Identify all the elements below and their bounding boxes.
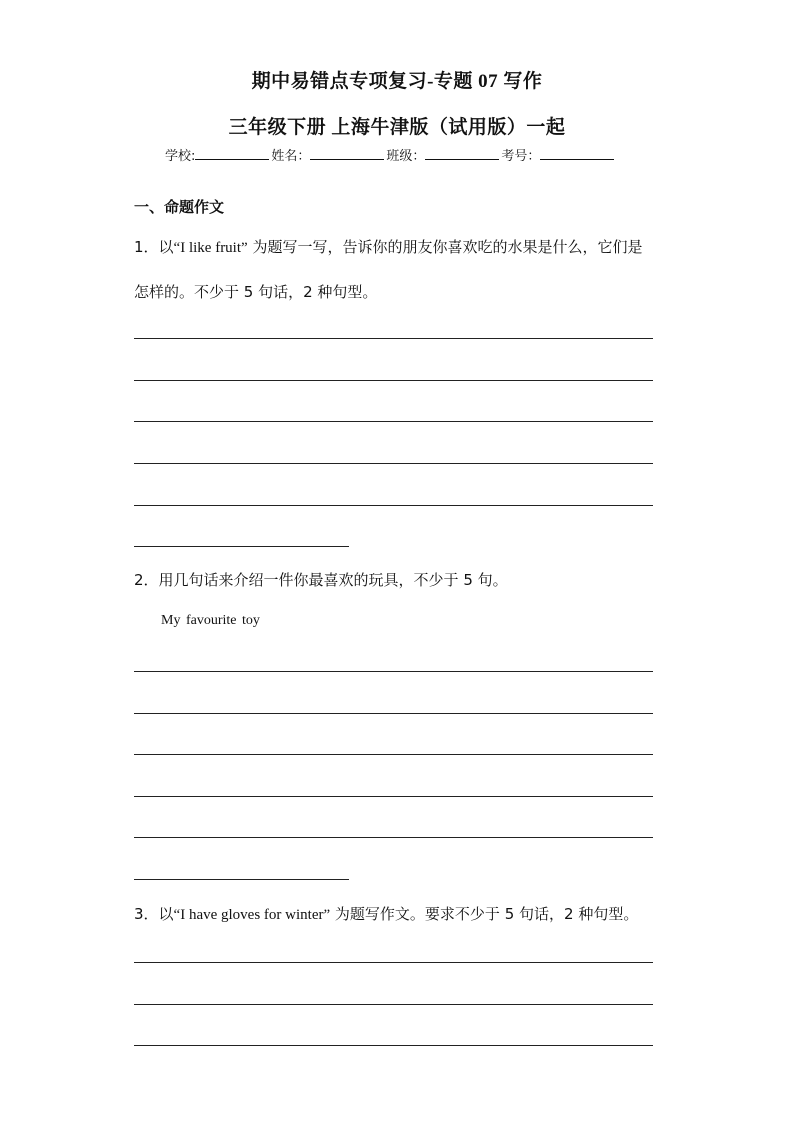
question-3 <box>134 904 638 925</box>
exam-no-label: 考号： <box>501 149 541 164</box>
answer-line[interactable] <box>134 505 653 506</box>
question-2: 2．用几句话来介绍一件你最喜欢的玩具，不少于 5 句。 <box>134 571 508 589</box>
question-1-prefix: 1．以 <box>134 238 174 256</box>
section-heading: 一、命题作文 <box>134 198 225 216</box>
answer-line[interactable] <box>134 421 653 422</box>
answer-line[interactable] <box>134 1004 653 1005</box>
answer-line[interactable] <box>134 796 653 797</box>
question-3-prefix: 3．以 <box>134 905 174 923</box>
answer-line[interactable] <box>134 1045 653 1046</box>
question-2-title: My favourite toy <box>161 613 260 628</box>
question-1-topic: “I like fruit” <box>173 240 248 256</box>
answer-line[interactable] <box>134 754 653 755</box>
question-1-line-1 <box>134 237 642 258</box>
page-title: 期中易错点专项复习-专题 07 写作 <box>251 71 543 92</box>
question-3-topic: “I have gloves for winter” <box>173 907 331 923</box>
answer-line[interactable] <box>134 338 653 339</box>
question-3-text: 为题写作文。要求不少于 5 句话，2 种句型。 <box>330 905 639 923</box>
class-label: 班级： <box>386 149 426 164</box>
student-info-row <box>165 145 616 164</box>
question-1-text: 为题写一写，告诉你的朋友你喜欢吃的水果是什么，它们是 <box>247 238 643 256</box>
question-1-line-2: 怎样的。不少于 5 句话，2 种句型。 <box>134 283 378 301</box>
school-blank[interactable] <box>195 146 269 160</box>
name-label: 姓名： <box>271 149 311 164</box>
answer-line[interactable] <box>134 879 349 880</box>
answer-line[interactable] <box>134 837 653 838</box>
answer-line[interactable] <box>134 463 653 464</box>
school-label: 学校: <box>165 149 196 164</box>
name-blank[interactable] <box>310 146 384 160</box>
page-subtitle: 三年级下册 上海牛津版（试用版）一起 <box>228 117 566 138</box>
answer-line[interactable] <box>134 671 653 672</box>
answer-line[interactable] <box>134 546 349 547</box>
answer-line[interactable] <box>134 713 653 714</box>
answer-line[interactable] <box>134 962 653 963</box>
answer-line[interactable] <box>134 380 653 381</box>
class-blank[interactable] <box>425 146 499 160</box>
exam-no-blank[interactable] <box>540 146 614 160</box>
